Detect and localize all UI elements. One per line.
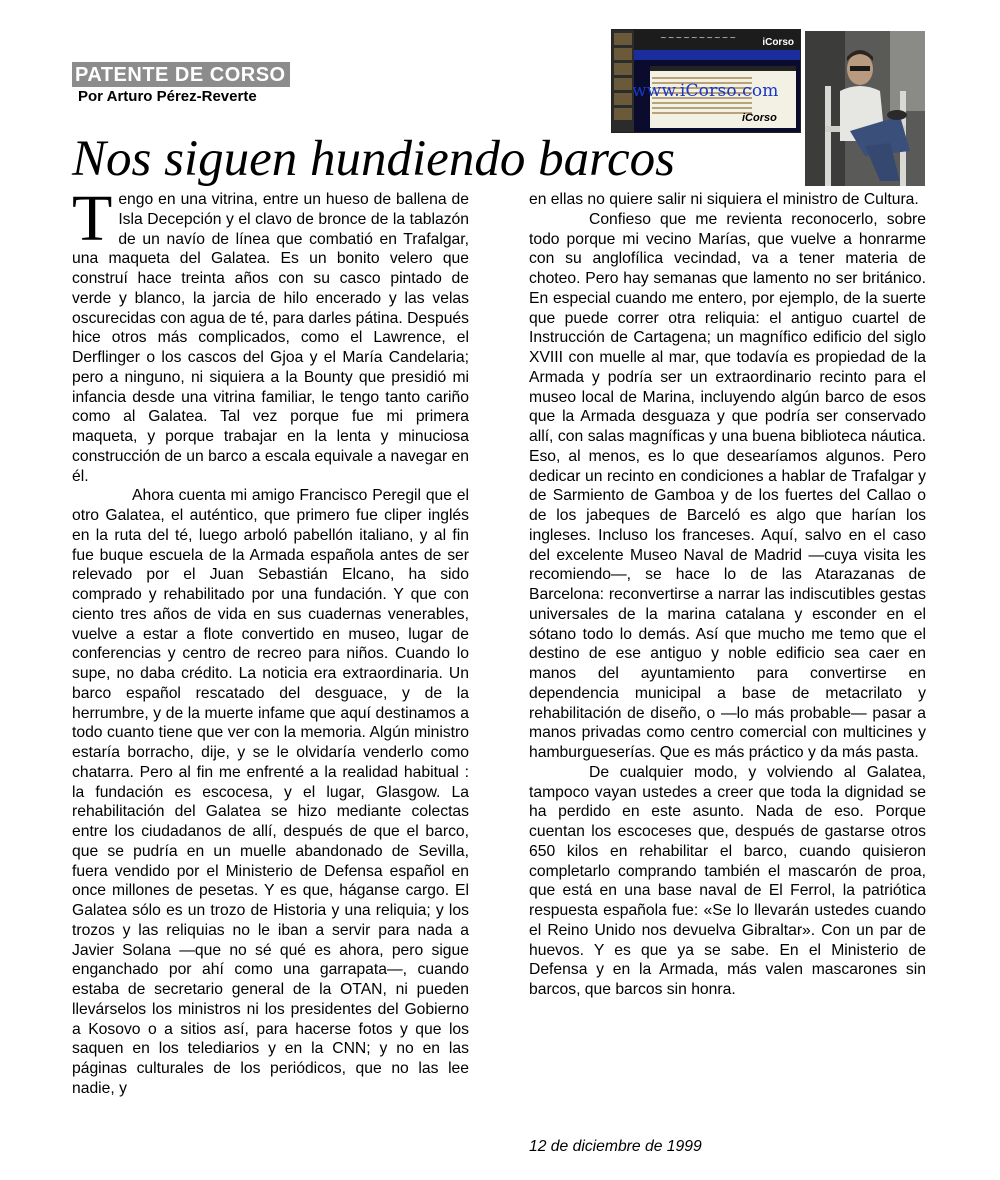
author-photo-drawing (805, 31, 925, 186)
article-paragraph: Confieso que me revienta reconocerlo, sobre todo porque mi vecino Marías, que vuelve a honrarme con su anglofílica vecindad, va a tener materia de choteo. Pero hay semanas que lamento no ser británico. En especial cuando me entero, por ejemplo, de la suerte que puede correr otra reliquia: el antiguo cuartel de Instrucción de Cartagena; un magnífico edificio del siglo XVIII con muelle al mar, que todavía es propiedad de la Armada y podría ser un extraordinario recinto para el museo local de Marina, incluyendo algún barco de esos que la Armada desguaza y que podría ser conservado allí, con salas magníficas y una buena biblioteca náutica. Eso, al menos, es lo que desearíamos algunos. Pero dedicar un recinto en condiciones a hablar de Trafalgar y de Sarmiento de Gamboa y de los fuertes del Callao o de los jabeques de Barceló es algo que harían los ingleses. Incluso los franceses. Aquí, salvo en el caso del excelente Museo Naval de Madrid —cuya visita les recomiendo—, se hace lo de las Atarazanas de Barcelona: reconvertirse a narrar las indiscutibles gestas universales de la marina catalana y esconder en el sótano todo lo demás. Así que mucho me temo que el destino de ese antiguo y noble edificio sea caer en manos del ayuntamiento para convertirse en dependencia municipal a base de metacrilato y rehabilitación de diseño, o —lo más probable— pasar a manos privadas como centro comercial con multicines y hamburgueserías. Que es más práctico y da más pasta. (529, 210, 926, 761)
site-logo-script: ~~~~~~~~~~ (660, 33, 738, 42)
section-badge: PATENTE DE CORSO (72, 62, 290, 87)
article-paragraph (72, 182, 469, 486)
article-paragraph: en ellas no quiere salir ni siquiera el ministro de Cultura. (529, 191, 919, 208)
article-date: 12 de diciembre de 1999 (529, 1138, 702, 1155)
site-brand-bottom: iCorso (742, 112, 777, 124)
site-nav-bar (634, 50, 800, 60)
article-column-1 (72, 182, 469, 1099)
website-screenshot-image (611, 29, 801, 133)
byline: Por Arturo Pérez-Reverte (78, 88, 257, 105)
site-brand-top: iCorso (762, 37, 794, 48)
site-url: www.iCorso.com (632, 81, 779, 101)
drop-cap: T (72, 182, 113, 255)
article-paragraph: De cualquier modo, y volviendo al Galatea, tampoco vayan ustedes a creer que toda la dignidad se ha perdido en este asunto. Nada de eso. Porque cuentan los escoceses que, después de gastarse otros 650 kilos en rehabilitar el barco, cuando quisieron completarlo comprando también el mascarón de proa, que está en una base naval de El Ferrol, la patriótica respuesta española fue: «Se lo llevarán ustedes cuando el Reino Unido nos devuelva Gibraltar». Con un par de huevos. Y es que ya se sabe. En el Ministerio de Defensa y en la Armada, más valen mascarones sin barcos, que barcos sin honra. (529, 763, 926, 998)
thumbnail-strip (612, 30, 634, 132)
article-column-2 (529, 190, 926, 1000)
paragraph-text: engo en una vitrina, entre un hueso de ballena de Isla Decepción y el clavo de bronce de la tablazón de un navío de línea que combatió en Trafalgar, una maqueta del Galatea. Es un bonito velero que construí hace treinta años con su casco pintado de verde y blanco, la jarcia de hilo encerado y las velas oscurecidas con agua de té, para darles pátina. Después hice otros más complicados, como el Lawrence, el Derflinger o los cascos del Gjoa y el María Candelaria; pero a ninguno, ni siquiera a la Bounty que presidió mi infancia desde una vitrina familiar, le tengo tanto cariño como al Galatea. Tal vez porque fue mi primera maqueta, y porque trabajar en la lenta y minuciosa construcción de un barco a escala equivale a navegar en él. (72, 191, 469, 485)
article-paragraph: Ahora cuenta mi amigo Francisco Peregil que el otro Galatea, el auténtico, que primero fue cliper inglés en la ruta del té, luego arboló pabellón italiano, y al fin fue buque escuela de la Armada española antes de ser relevado por el Juan Sebastián Elcano, ha sido comprado y rehabilitado por una fundación. Y que con ciento tres años de vida en sus cuadernas venerables, vuelve a estar a flote convertido en museo, lugar de conferencias y centro de recreo para niños. Cuando lo supe, no daba crédito. La noticia era extraordinaria. Un barco español rescatado del desguace, y de la herrumbre, y de la muerte infame que aquí destinamos a todo cuanto tiene que ver con la memoria. Algún ministro estaría borracho, dije, y se le olvidaría venderlo como chatarra. Pero al fin me enfrenté a la realidad habitual : la fundación es escocesa, y el lugar, Glasgow. La rehabilitación del Galatea se hizo mediante colectas entre los ciudadanos de allí, después de que el barco, que se pudría en un muelle abandonado de Sevilla, fuera vendido por el Ministerio de Defensa español en once millones de pesetas. Y es que, háganse cargo. El Galatea sólo es un trozo de Historia y una reliquia; y los trozos y las reliquias no le iban a servir para nada a Javier Solana —que no sé qué es ahora, pero sigue enganchado por ahí como una garrapata—, cuando estaba de secretario general de la OTAN, ni pueden llevárselos los ministros ni los presidentes del Gobierno a Kosovo o a sitios así, para hacerse fotos y que los saquen en los telediarios y en la CNN; y no en las páginas culturales de los periódicos, que no las lee nadie, y (72, 487, 469, 1097)
headline: Nos siguen hundiendo barcos (72, 131, 676, 187)
author-photo (805, 31, 925, 186)
